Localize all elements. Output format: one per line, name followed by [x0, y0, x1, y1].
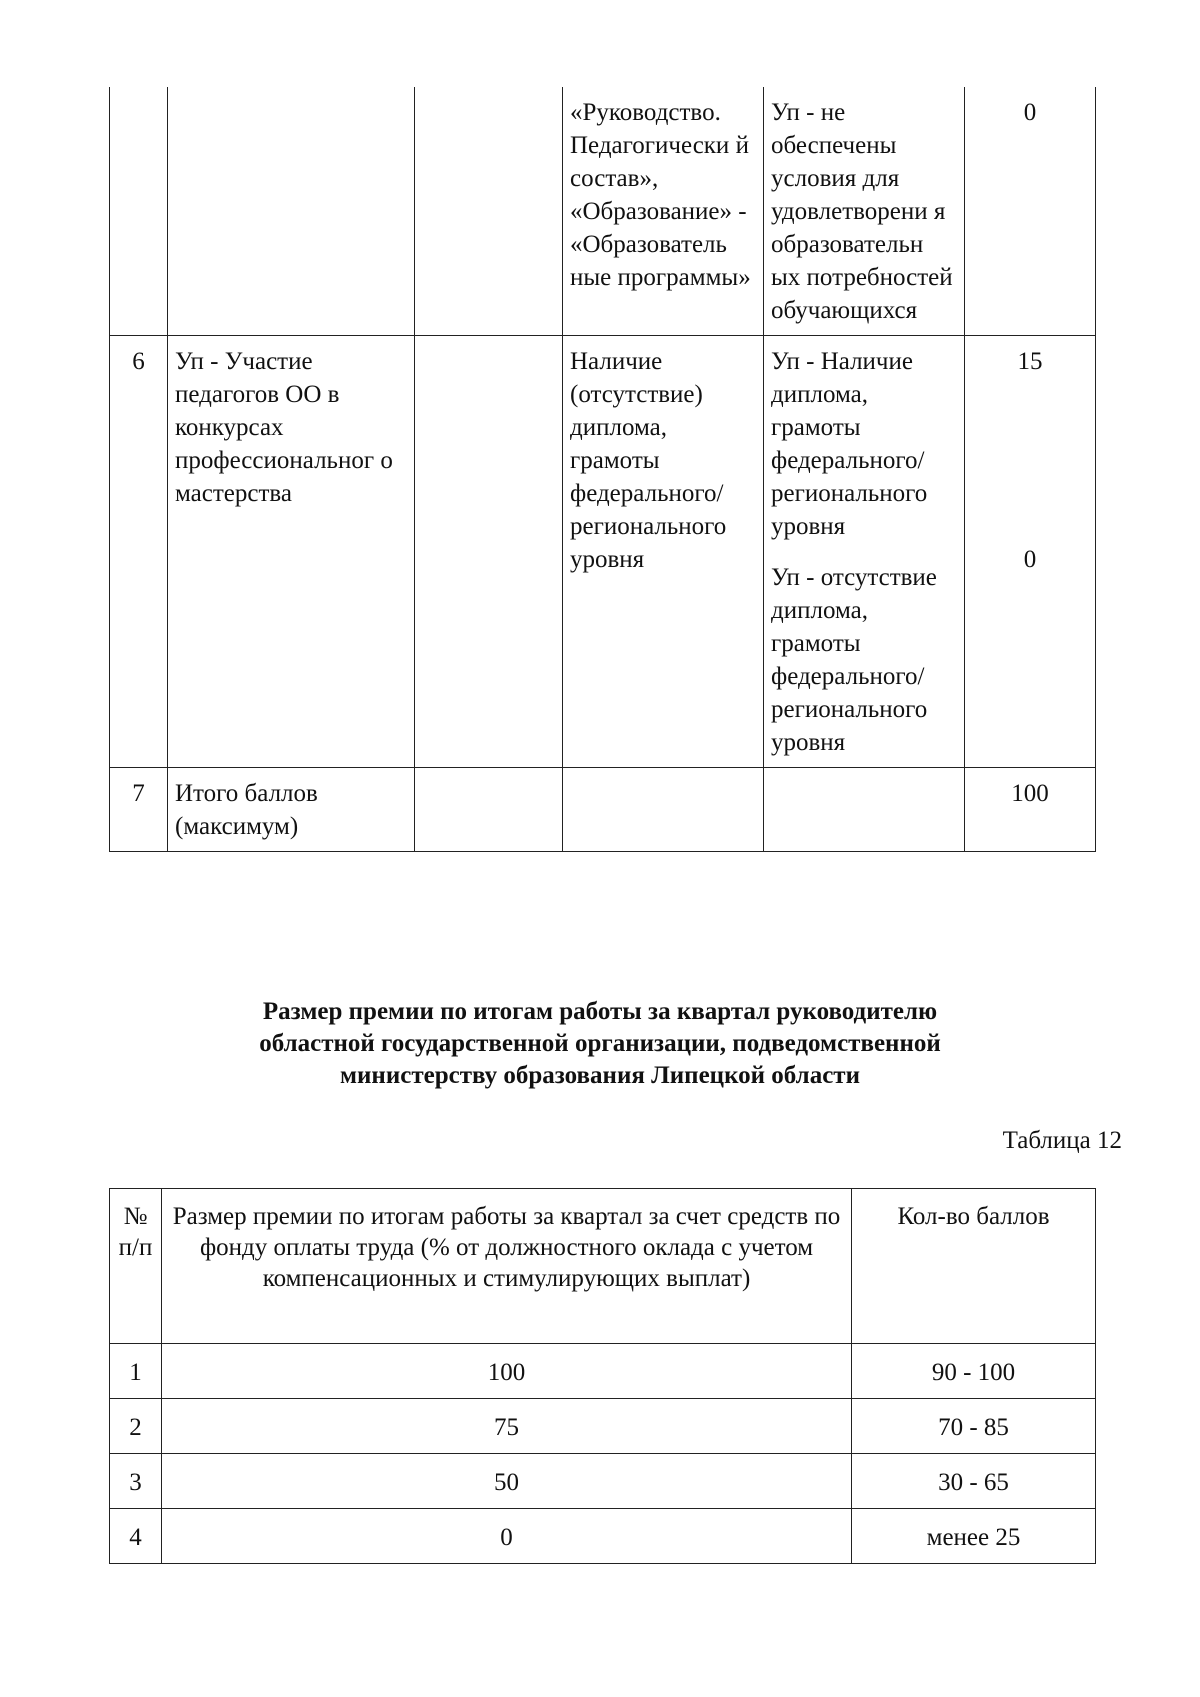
- table-row: [110, 336, 1096, 768]
- score-cell: [965, 768, 1096, 852]
- criterion-cell: [168, 87, 415, 336]
- bonus-table: [109, 1188, 1096, 1564]
- row-number: 3: [110, 1454, 162, 1509]
- score-value: 15: [1017, 348, 1043, 375]
- row-number: 1: [110, 1344, 162, 1399]
- section-title-line: Размер премии по итогам работы за квартал руководителю: [262, 998, 938, 1025]
- bonus-size: 0: [162, 1509, 852, 1564]
- criterion-cell: Уп - Участие педагогов ОО в конкурсах профессиональног о мастерства: [168, 336, 415, 768]
- criterion-cell: Итого баллов (максимум): [168, 768, 415, 852]
- empty-cell: [415, 336, 563, 768]
- source-cell: Наличие (отсутствие) диплома, грамоты федерального/ регионального уровня: [563, 336, 764, 768]
- score-cell: [965, 87, 1096, 336]
- section-title: [150, 996, 1050, 1092]
- header-num: № п/п: [110, 1189, 162, 1344]
- source-cell: [563, 768, 764, 852]
- table-header-row: [110, 1189, 1096, 1344]
- bonus-size: 50: [162, 1454, 852, 1509]
- condition-cell: [764, 336, 965, 768]
- empty-cell: [415, 87, 563, 336]
- condition-cell: [764, 768, 965, 852]
- section-title-line: министерству образования Липецкой области: [339, 1062, 860, 1089]
- points-range: менее 25: [852, 1509, 1096, 1564]
- condition-text: Уп - отсутствие диплома, грамоты федерального/ регионального уровня: [771, 564, 937, 756]
- row-number: 4: [110, 1509, 162, 1564]
- empty-cell: [415, 768, 563, 852]
- source-cell: «Руководство. Педагогически й состав», «Образование» - «Образователь ные программы»: [563, 87, 764, 336]
- row-number: 2: [110, 1399, 162, 1454]
- criteria-table: [109, 87, 1096, 852]
- table-row: [110, 768, 1096, 852]
- table-row: [110, 1454, 1096, 1509]
- table-row: [110, 1399, 1096, 1454]
- condition-text: Уп - не обеспечены условия для удовлетворени я образовательн ых потребностей обучающихся: [771, 99, 953, 324]
- bonus-size: 75: [162, 1399, 852, 1454]
- condition-cell: [764, 87, 965, 336]
- row-number: [110, 87, 168, 336]
- points-range: 70 - 85: [852, 1399, 1096, 1454]
- condition-text: Уп - Наличие диплома, грамоты федерального/ регионального уровня: [771, 348, 928, 540]
- row-number: 7: [110, 768, 168, 852]
- header-size: Размер премии по итогам работы за квартал за счет средств по фонду оплаты труда (% от должностного оклада с учетом компенсационных и стимулирующих выплат): [162, 1189, 852, 1344]
- header-points: Кол-во баллов: [852, 1189, 1096, 1344]
- table-row: [110, 87, 1096, 336]
- points-range: 30 - 65: [852, 1454, 1096, 1509]
- table-label: Таблица 12: [1002, 1127, 1122, 1154]
- score-value: 100: [1011, 780, 1049, 807]
- section-title-line: областной государственной организации, подведомственной: [259, 1030, 941, 1057]
- table-row: [110, 1344, 1096, 1399]
- score-value: 0: [1023, 546, 1037, 573]
- score-value: 0: [1023, 99, 1037, 126]
- points-range: 90 - 100: [852, 1344, 1096, 1399]
- row-number: 6: [110, 336, 168, 768]
- bonus-size: 100: [162, 1344, 852, 1399]
- table-row: [110, 1509, 1096, 1564]
- score-cell: [965, 336, 1096, 768]
